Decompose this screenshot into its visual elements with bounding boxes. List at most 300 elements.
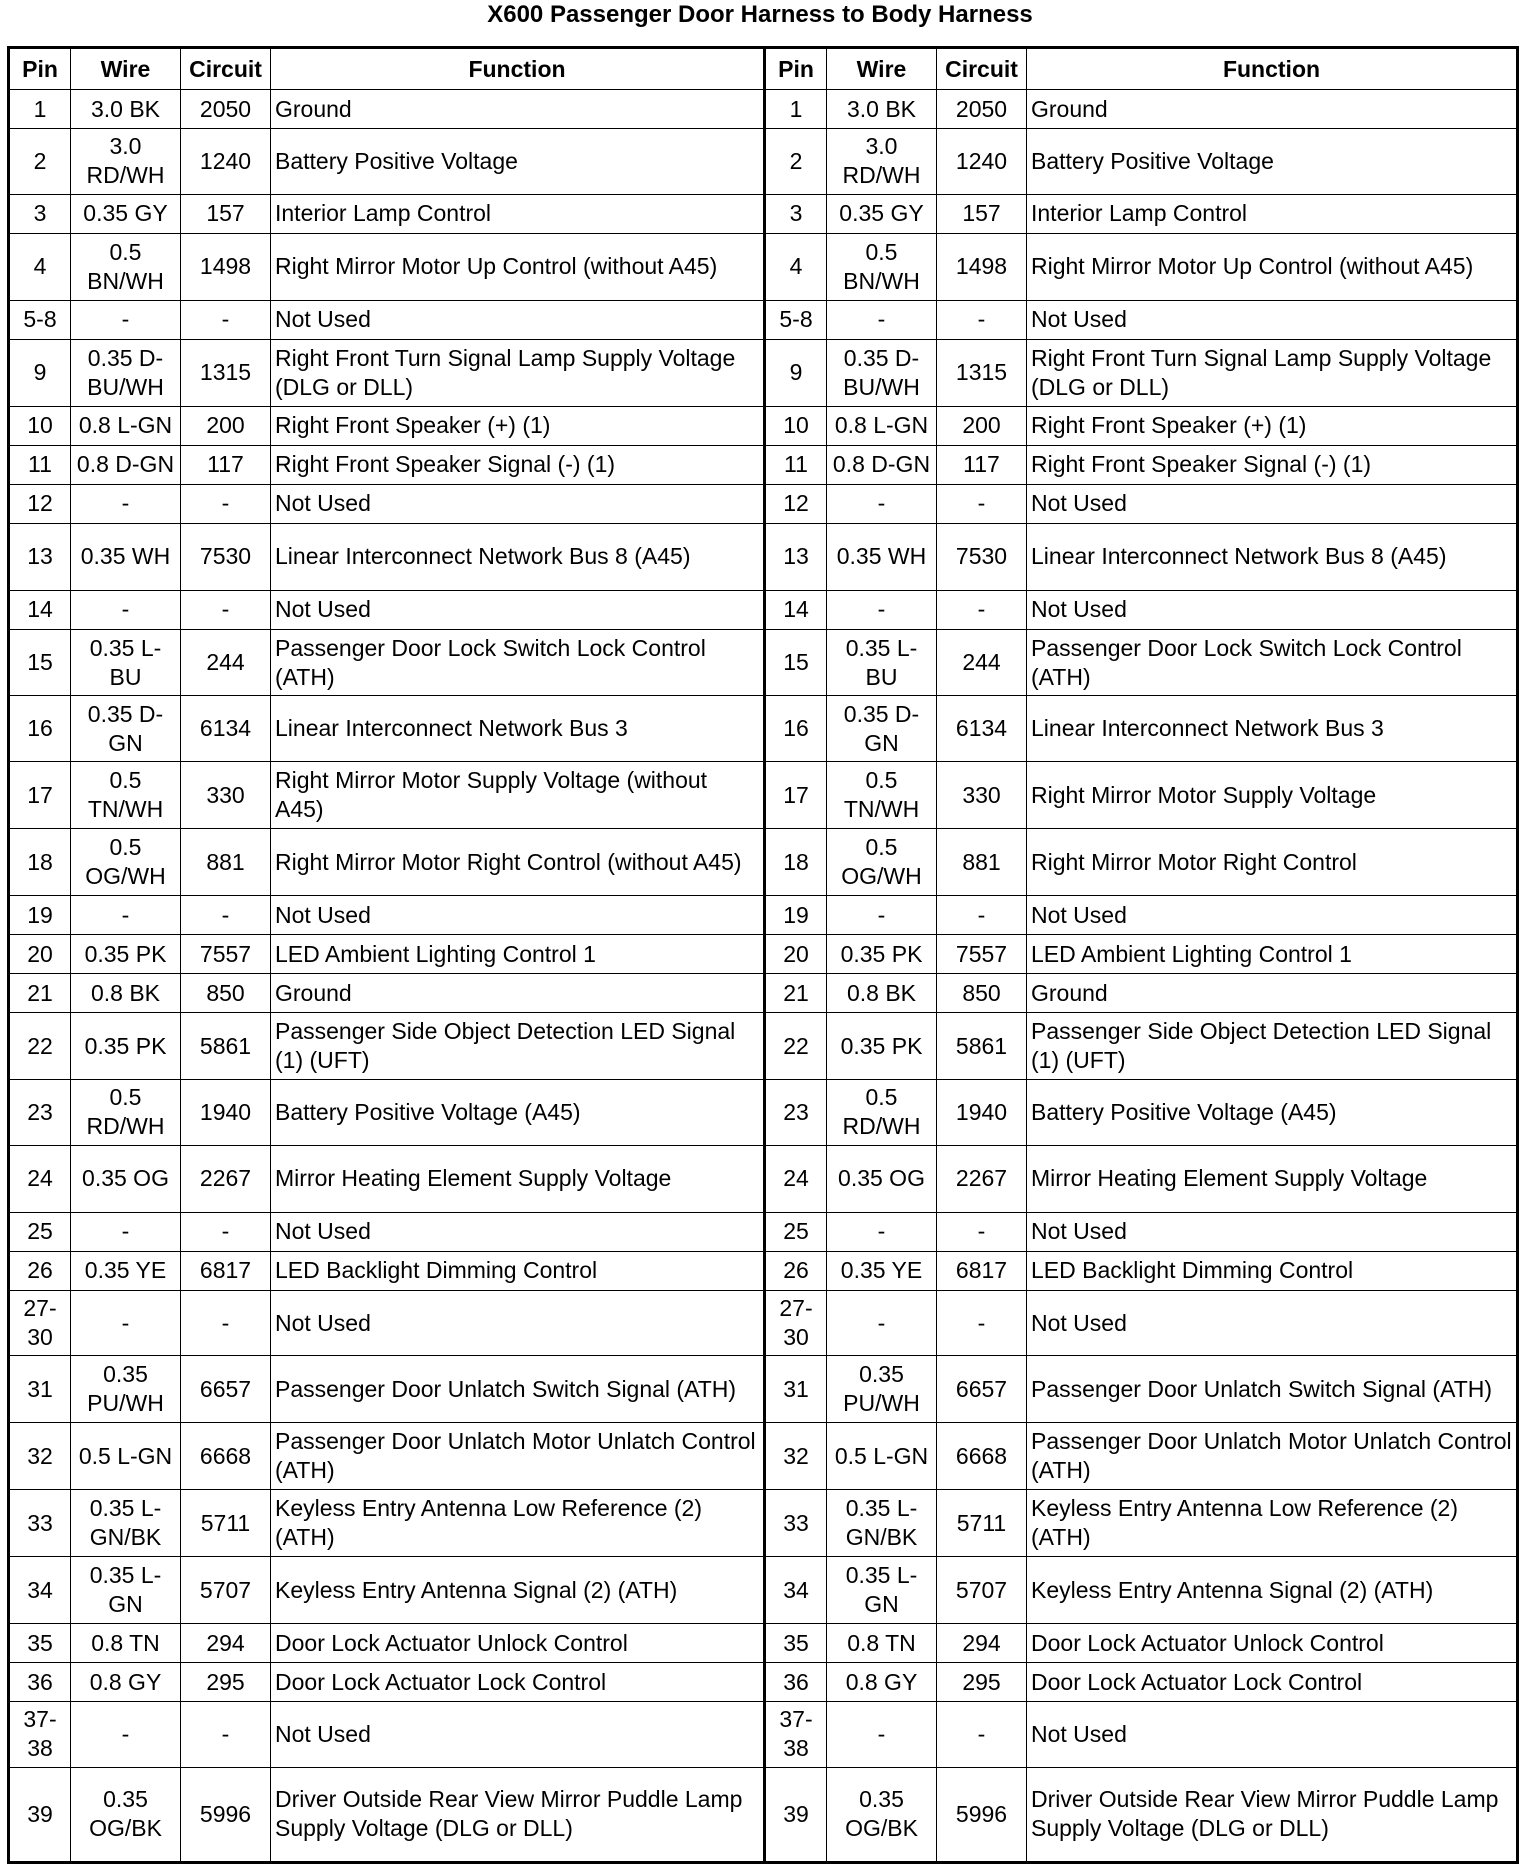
cell-wire: - bbox=[827, 484, 937, 523]
cell-function: Passenger Side Object Detection LED Signal (1) (UFT) bbox=[1027, 1013, 1518, 1080]
cell-function: Right Front Speaker (+) (1) bbox=[1027, 406, 1518, 445]
cell-function: Battery Positive Voltage (A45) bbox=[271, 1079, 765, 1145]
cell-function: Door Lock Actuator Unlock Control bbox=[1027, 1624, 1518, 1663]
table-row bbox=[9, 1290, 1518, 1356]
cell-pin: 1 bbox=[9, 90, 71, 129]
cell-function: Battery Positive Voltage (A45) bbox=[1027, 1079, 1518, 1145]
column-header-pin: Pin bbox=[765, 48, 827, 90]
cell-wire: - bbox=[71, 484, 181, 523]
cell-wire: 0.35 PU/WH bbox=[827, 1356, 937, 1423]
column-header-pin: Pin bbox=[9, 48, 71, 90]
table-row bbox=[9, 1251, 1518, 1290]
cell-circuit: 200 bbox=[181, 406, 271, 445]
cell-pin: 34 bbox=[9, 1557, 71, 1624]
cell-wire: 0.5 BN/WH bbox=[71, 233, 181, 300]
cell-circuit: 2267 bbox=[937, 1145, 1027, 1212]
table-row bbox=[9, 974, 1518, 1013]
cell-wire: 0.35 D-BU/WH bbox=[71, 339, 181, 406]
table-row bbox=[9, 484, 1518, 523]
cell-function: Keyless Entry Antenna Signal (2) (ATH) bbox=[1027, 1557, 1518, 1624]
cell-function: Passenger Door Lock Switch Lock Control (ATH) bbox=[271, 629, 765, 696]
cell-function: Mirror Heating Element Supply Voltage bbox=[1027, 1145, 1518, 1212]
cell-function: Not Used bbox=[1027, 300, 1518, 339]
cell-circuit: 5861 bbox=[937, 1013, 1027, 1080]
cell-pin: 24 bbox=[9, 1145, 71, 1212]
cell-function: LED Backlight Dimming Control bbox=[1027, 1251, 1518, 1290]
cell-circuit: - bbox=[181, 1212, 271, 1251]
cell-wire: 0.35 D-GN bbox=[71, 696, 181, 762]
table-row bbox=[9, 629, 1518, 696]
cell-function: Keyless Entry Antenna Low Reference (2) (ATH) bbox=[1027, 1490, 1518, 1557]
cell-wire: 0.35 WH bbox=[827, 523, 937, 590]
cell-function: Linear Interconnect Network Bus 3 bbox=[1027, 696, 1518, 762]
cell-circuit: 2050 bbox=[937, 90, 1027, 129]
cell-wire: 0.8 GY bbox=[827, 1663, 937, 1702]
cell-function: Driver Outside Rear View Mirror Puddle Lamp Supply Voltage (DLG or DLL) bbox=[1027, 1767, 1518, 1862]
cell-pin: 17 bbox=[765, 762, 827, 829]
cell-circuit: 1240 bbox=[937, 129, 1027, 195]
cell-wire: - bbox=[71, 896, 181, 935]
cell-circuit: 295 bbox=[937, 1663, 1027, 1702]
cell-circuit: 881 bbox=[181, 829, 271, 896]
cell-circuit: 6817 bbox=[937, 1251, 1027, 1290]
cell-pin: 2 bbox=[9, 129, 71, 195]
cell-circuit: 5996 bbox=[181, 1767, 271, 1862]
cell-circuit: 6817 bbox=[181, 1251, 271, 1290]
cell-function: Not Used bbox=[271, 1702, 765, 1768]
cell-function: Door Lock Actuator Lock Control bbox=[1027, 1663, 1518, 1702]
table-row bbox=[9, 1079, 1518, 1145]
cell-pin: 1 bbox=[765, 90, 827, 129]
cell-pin: 39 bbox=[9, 1767, 71, 1862]
cell-wire: 0.5 TN/WH bbox=[827, 762, 937, 829]
cell-pin: 15 bbox=[765, 629, 827, 696]
cell-pin: 13 bbox=[765, 523, 827, 590]
cell-circuit: 330 bbox=[181, 762, 271, 829]
cell-circuit: 1498 bbox=[181, 233, 271, 300]
cell-pin: 19 bbox=[9, 896, 71, 935]
table-row bbox=[9, 1145, 1518, 1212]
cell-function: Ground bbox=[1027, 90, 1518, 129]
cell-wire: 0.35 L-BU bbox=[71, 629, 181, 696]
cell-function: Not Used bbox=[1027, 1212, 1518, 1251]
table-row bbox=[9, 829, 1518, 896]
cell-pin: 31 bbox=[765, 1356, 827, 1423]
cell-circuit: 1498 bbox=[937, 233, 1027, 300]
cell-pin: 9 bbox=[765, 339, 827, 406]
cell-wire: 0.8 GY bbox=[71, 1663, 181, 1702]
cell-function: Passenger Door Unlatch Motor Unlatch Control (ATH) bbox=[1027, 1423, 1518, 1490]
cell-wire: - bbox=[827, 300, 937, 339]
cell-pin: 11 bbox=[765, 445, 827, 484]
cell-function: Door Lock Actuator Lock Control bbox=[271, 1663, 765, 1702]
table-row bbox=[9, 696, 1518, 762]
cell-wire: - bbox=[71, 1290, 181, 1356]
cell-wire: - bbox=[71, 300, 181, 339]
cell-wire: 0.35 L-GN bbox=[827, 1557, 937, 1624]
cell-circuit: - bbox=[937, 1702, 1027, 1768]
cell-pin: 12 bbox=[9, 484, 71, 523]
cell-function: Keyless Entry Antenna Low Reference (2) (ATH) bbox=[271, 1490, 765, 1557]
cell-wire: 0.5 RD/WH bbox=[71, 1079, 181, 1145]
cell-wire: 0.35 YE bbox=[827, 1251, 937, 1290]
cell-circuit: 2050 bbox=[181, 90, 271, 129]
cell-pin: 13 bbox=[9, 523, 71, 590]
cell-pin: 34 bbox=[765, 1557, 827, 1624]
cell-wire: 0.35 D-GN bbox=[827, 696, 937, 762]
cell-circuit: 1315 bbox=[937, 339, 1027, 406]
cell-pin: 3 bbox=[765, 194, 827, 233]
column-header-circuit: Circuit bbox=[937, 48, 1027, 90]
cell-function: Not Used bbox=[1027, 1702, 1518, 1768]
cell-function: Ground bbox=[1027, 974, 1518, 1013]
cell-circuit: 5861 bbox=[181, 1013, 271, 1080]
cell-pin: 32 bbox=[765, 1423, 827, 1490]
cell-pin: 39 bbox=[765, 1767, 827, 1862]
cell-wire: 0.8 TN bbox=[827, 1624, 937, 1663]
table-row bbox=[9, 129, 1518, 195]
cell-function: Right Front Speaker (+) (1) bbox=[271, 406, 765, 445]
cell-circuit: 5996 bbox=[937, 1767, 1027, 1862]
cell-function: Right Front Turn Signal Lamp Supply Voltage (DLG or DLL) bbox=[1027, 339, 1518, 406]
cell-circuit: - bbox=[937, 1212, 1027, 1251]
cell-function: Right Mirror Motor Supply Voltage bbox=[1027, 762, 1518, 829]
cell-function: Not Used bbox=[271, 1290, 765, 1356]
column-header-wire: Wire bbox=[71, 48, 181, 90]
cell-pin: 26 bbox=[765, 1251, 827, 1290]
cell-pin: 9 bbox=[9, 339, 71, 406]
cell-pin: 14 bbox=[765, 590, 827, 629]
cell-wire: 0.35 PK bbox=[71, 935, 181, 974]
table-row bbox=[9, 1013, 1518, 1080]
cell-pin: 23 bbox=[765, 1079, 827, 1145]
table-row bbox=[9, 406, 1518, 445]
cell-wire: 3.0 BK bbox=[71, 90, 181, 129]
cell-pin: 18 bbox=[765, 829, 827, 896]
cell-wire: - bbox=[71, 1212, 181, 1251]
cell-pin: 25 bbox=[765, 1212, 827, 1251]
cell-circuit: 2267 bbox=[181, 1145, 271, 1212]
cell-function: Interior Lamp Control bbox=[1027, 194, 1518, 233]
cell-pin: 22 bbox=[9, 1013, 71, 1080]
cell-wire: 0.35 WH bbox=[71, 523, 181, 590]
cell-function: Not Used bbox=[1027, 896, 1518, 935]
cell-pin: 3 bbox=[9, 194, 71, 233]
cell-circuit: - bbox=[181, 896, 271, 935]
cell-wire: 0.5 L-GN bbox=[827, 1423, 937, 1490]
column-header-wire: Wire bbox=[827, 48, 937, 90]
connector-pinout-table bbox=[7, 46, 1519, 1864]
cell-circuit: 1940 bbox=[181, 1079, 271, 1145]
cell-wire: 3.0 BK bbox=[827, 90, 937, 129]
cell-circuit: 295 bbox=[181, 1663, 271, 1702]
cell-circuit: 157 bbox=[181, 194, 271, 233]
cell-function: Driver Outside Rear View Mirror Puddle Lamp Supply Voltage (DLG or DLL) bbox=[271, 1767, 765, 1862]
cell-function: Right Front Turn Signal Lamp Supply Voltage (DLG or DLL) bbox=[271, 339, 765, 406]
cell-function: Linear Interconnect Network Bus 8 (A45) bbox=[271, 523, 765, 590]
cell-pin: 11 bbox=[9, 445, 71, 484]
column-header-function: Function bbox=[271, 48, 765, 90]
cell-wire: 0.8 BK bbox=[827, 974, 937, 1013]
cell-function: Right Mirror Motor Right Control bbox=[1027, 829, 1518, 896]
cell-circuit: 244 bbox=[937, 629, 1027, 696]
cell-function: Passenger Door Unlatch Switch Signal (ATH) bbox=[271, 1356, 765, 1423]
table-row bbox=[9, 1663, 1518, 1702]
cell-pin: 27-30 bbox=[765, 1290, 827, 1356]
table-row bbox=[9, 896, 1518, 935]
cell-wire: 0.5 OG/WH bbox=[71, 829, 181, 896]
cell-circuit: - bbox=[937, 484, 1027, 523]
cell-circuit: - bbox=[181, 1702, 271, 1768]
cell-circuit: 6134 bbox=[937, 696, 1027, 762]
cell-pin: 33 bbox=[9, 1490, 71, 1557]
cell-circuit: 1315 bbox=[181, 339, 271, 406]
cell-circuit: 330 bbox=[937, 762, 1027, 829]
cell-wire: 0.35 L-GN/BK bbox=[71, 1490, 181, 1557]
cell-circuit: 6657 bbox=[181, 1356, 271, 1423]
cell-wire: 0.5 TN/WH bbox=[71, 762, 181, 829]
cell-wire: 0.8 BK bbox=[71, 974, 181, 1013]
cell-function: Battery Positive Voltage bbox=[1027, 129, 1518, 195]
cell-circuit: - bbox=[937, 300, 1027, 339]
cell-function: Not Used bbox=[1027, 590, 1518, 629]
cell-pin: 19 bbox=[765, 896, 827, 935]
table-row bbox=[9, 233, 1518, 300]
cell-wire: 0.8 L-GN bbox=[71, 406, 181, 445]
cell-wire: - bbox=[71, 590, 181, 629]
cell-function: Right Front Speaker Signal (-) (1) bbox=[1027, 445, 1518, 484]
cell-function: Interior Lamp Control bbox=[271, 194, 765, 233]
cell-wire: - bbox=[827, 590, 937, 629]
table-row bbox=[9, 1702, 1518, 1768]
cell-wire: - bbox=[827, 1290, 937, 1356]
cell-circuit: 7557 bbox=[181, 935, 271, 974]
cell-pin: 35 bbox=[9, 1624, 71, 1663]
cell-pin: 36 bbox=[765, 1663, 827, 1702]
cell-wire: - bbox=[827, 1212, 937, 1251]
cell-function: Ground bbox=[271, 90, 765, 129]
cell-pin: 35 bbox=[765, 1624, 827, 1663]
table-row bbox=[9, 90, 1518, 129]
cell-pin: 32 bbox=[9, 1423, 71, 1490]
cell-wire: 0.8 D-GN bbox=[71, 445, 181, 484]
cell-circuit: 850 bbox=[937, 974, 1027, 1013]
cell-function: Not Used bbox=[271, 484, 765, 523]
table-row bbox=[9, 339, 1518, 406]
cell-function: Not Used bbox=[1027, 484, 1518, 523]
cell-pin: 22 bbox=[765, 1013, 827, 1080]
cell-circuit: 7557 bbox=[937, 935, 1027, 974]
table-row bbox=[9, 1356, 1518, 1423]
cell-function: Not Used bbox=[271, 1212, 765, 1251]
cell-function: LED Backlight Dimming Control bbox=[271, 1251, 765, 1290]
cell-pin: 36 bbox=[9, 1663, 71, 1702]
cell-circuit: 5711 bbox=[181, 1490, 271, 1557]
cell-function: LED Ambient Lighting Control 1 bbox=[271, 935, 765, 974]
table-row bbox=[9, 445, 1518, 484]
cell-wire: 0.35 OG/BK bbox=[827, 1767, 937, 1862]
cell-function: Not Used bbox=[271, 896, 765, 935]
cell-pin: 5-8 bbox=[9, 300, 71, 339]
table-row bbox=[9, 1557, 1518, 1624]
cell-wire: 0.35 GY bbox=[827, 194, 937, 233]
cell-function: Passenger Side Object Detection LED Signal (1) (UFT) bbox=[271, 1013, 765, 1080]
cell-wire: 0.5 OG/WH bbox=[827, 829, 937, 896]
cell-function: Linear Interconnect Network Bus 8 (A45) bbox=[1027, 523, 1518, 590]
cell-pin: 4 bbox=[9, 233, 71, 300]
cell-pin: 16 bbox=[9, 696, 71, 762]
cell-circuit: 881 bbox=[937, 829, 1027, 896]
table-row bbox=[9, 1624, 1518, 1663]
cell-wire: - bbox=[71, 1702, 181, 1768]
cell-circuit: - bbox=[181, 484, 271, 523]
cell-function: Keyless Entry Antenna Signal (2) (ATH) bbox=[271, 1557, 765, 1624]
cell-wire: 0.5 BN/WH bbox=[827, 233, 937, 300]
cell-wire: 0.5 L-GN bbox=[71, 1423, 181, 1490]
cell-wire: 0.35 PU/WH bbox=[71, 1356, 181, 1423]
table-row bbox=[9, 1423, 1518, 1490]
cell-circuit: - bbox=[181, 300, 271, 339]
cell-circuit: 5707 bbox=[937, 1557, 1027, 1624]
cell-function: Door Lock Actuator Unlock Control bbox=[271, 1624, 765, 1663]
cell-pin: 25 bbox=[9, 1212, 71, 1251]
cell-wire: 3.0 RD/WH bbox=[827, 129, 937, 195]
table-row bbox=[9, 1212, 1518, 1251]
cell-function: Right Mirror Motor Up Control (without A45) bbox=[1027, 233, 1518, 300]
cell-pin: 5-8 bbox=[765, 300, 827, 339]
cell-circuit: 5707 bbox=[181, 1557, 271, 1624]
cell-pin: 20 bbox=[9, 935, 71, 974]
cell-circuit: 6657 bbox=[937, 1356, 1027, 1423]
cell-function: Right Mirror Motor Right Control (without A45) bbox=[271, 829, 765, 896]
cell-circuit: 1940 bbox=[937, 1079, 1027, 1145]
cell-circuit: 7530 bbox=[937, 523, 1027, 590]
cell-wire: 0.5 RD/WH bbox=[827, 1079, 937, 1145]
cell-function: Ground bbox=[271, 974, 765, 1013]
cell-pin: 31 bbox=[9, 1356, 71, 1423]
cell-wire: 0.35 PK bbox=[827, 1013, 937, 1080]
cell-circuit: 200 bbox=[937, 406, 1027, 445]
cell-wire: 0.8 TN bbox=[71, 1624, 181, 1663]
cell-circuit: - bbox=[937, 590, 1027, 629]
cell-wire: 0.8 L-GN bbox=[827, 406, 937, 445]
cell-circuit: 117 bbox=[937, 445, 1027, 484]
cell-wire: 3.0 RD/WH bbox=[71, 129, 181, 195]
cell-function: Passenger Door Unlatch Motor Unlatch Control (ATH) bbox=[271, 1423, 765, 1490]
cell-function: Passenger Door Lock Switch Lock Control (ATH) bbox=[1027, 629, 1518, 696]
cell-function: Passenger Door Unlatch Switch Signal (ATH) bbox=[1027, 1356, 1518, 1423]
cell-pin: 15 bbox=[9, 629, 71, 696]
cell-wire: 0.35 L-GN/BK bbox=[827, 1490, 937, 1557]
cell-pin: 18 bbox=[9, 829, 71, 896]
cell-function: Not Used bbox=[271, 300, 765, 339]
table-body bbox=[9, 90, 1518, 1863]
cell-wire: - bbox=[827, 1702, 937, 1768]
cell-function: Mirror Heating Element Supply Voltage bbox=[271, 1145, 765, 1212]
cell-pin: 10 bbox=[9, 406, 71, 445]
cell-wire: 0.35 PK bbox=[827, 935, 937, 974]
cell-circuit: 294 bbox=[937, 1624, 1027, 1663]
cell-pin: 37-38 bbox=[9, 1702, 71, 1768]
cell-function: Linear Interconnect Network Bus 3 bbox=[271, 696, 765, 762]
cell-function: Right Front Speaker Signal (-) (1) bbox=[271, 445, 765, 484]
cell-pin: 14 bbox=[9, 590, 71, 629]
cell-circuit: 6134 bbox=[181, 696, 271, 762]
cell-circuit: 1240 bbox=[181, 129, 271, 195]
table-row bbox=[9, 762, 1518, 829]
cell-pin: 10 bbox=[765, 406, 827, 445]
cell-pin: 2 bbox=[765, 129, 827, 195]
column-header-circuit: Circuit bbox=[181, 48, 271, 90]
cell-circuit: 5711 bbox=[937, 1490, 1027, 1557]
cell-circuit: - bbox=[937, 896, 1027, 935]
table-row bbox=[9, 1767, 1518, 1862]
cell-circuit: 294 bbox=[181, 1624, 271, 1663]
column-header-function: Function bbox=[1027, 48, 1518, 90]
cell-pin: 17 bbox=[9, 762, 71, 829]
cell-pin: 21 bbox=[9, 974, 71, 1013]
cell-wire: 0.35 L-BU bbox=[827, 629, 937, 696]
table-header-row bbox=[9, 48, 1518, 90]
cell-pin: 20 bbox=[765, 935, 827, 974]
cell-wire: 0.35 D-BU/WH bbox=[827, 339, 937, 406]
cell-function: Right Mirror Motor Up Control (without A45) bbox=[271, 233, 765, 300]
cell-pin: 12 bbox=[765, 484, 827, 523]
page-title: X600 Passenger Door Harness to Body Harness bbox=[487, 1, 1033, 28]
table-row bbox=[9, 523, 1518, 590]
cell-pin: 37-38 bbox=[765, 1702, 827, 1768]
cell-function: LED Ambient Lighting Control 1 bbox=[1027, 935, 1518, 974]
cell-function: Not Used bbox=[1027, 1290, 1518, 1356]
cell-pin: 33 bbox=[765, 1490, 827, 1557]
cell-circuit: 6668 bbox=[181, 1423, 271, 1490]
cell-circuit: - bbox=[181, 590, 271, 629]
cell-wire: 0.35 OG/BK bbox=[71, 1767, 181, 1862]
cell-circuit: 117 bbox=[181, 445, 271, 484]
cell-pin: 27-30 bbox=[9, 1290, 71, 1356]
cell-wire: 0.35 PK bbox=[71, 1013, 181, 1080]
cell-wire: - bbox=[827, 896, 937, 935]
cell-function: Not Used bbox=[271, 590, 765, 629]
cell-wire: 0.35 YE bbox=[71, 1251, 181, 1290]
cell-wire: 0.35 OG bbox=[827, 1145, 937, 1212]
table-row bbox=[9, 1490, 1518, 1557]
cell-function: Battery Positive Voltage bbox=[271, 129, 765, 195]
cell-wire: 0.8 D-GN bbox=[827, 445, 937, 484]
cell-wire: 0.35 GY bbox=[71, 194, 181, 233]
cell-wire: 0.35 OG bbox=[71, 1145, 181, 1212]
cell-circuit: 244 bbox=[181, 629, 271, 696]
table-row bbox=[9, 194, 1518, 233]
cell-circuit: 157 bbox=[937, 194, 1027, 233]
cell-pin: 24 bbox=[765, 1145, 827, 1212]
cell-pin: 26 bbox=[9, 1251, 71, 1290]
cell-wire: 0.35 L-GN bbox=[71, 1557, 181, 1624]
cell-circuit: - bbox=[181, 1290, 271, 1356]
cell-circuit: 7530 bbox=[181, 523, 271, 590]
table-row bbox=[9, 935, 1518, 974]
table-row bbox=[9, 300, 1518, 339]
cell-circuit: 850 bbox=[181, 974, 271, 1013]
cell-function: Right Mirror Motor Supply Voltage (without A45) bbox=[271, 762, 765, 829]
cell-circuit: 6668 bbox=[937, 1423, 1027, 1490]
table-row bbox=[9, 590, 1518, 629]
cell-pin: 16 bbox=[765, 696, 827, 762]
cell-pin: 4 bbox=[765, 233, 827, 300]
cell-circuit: - bbox=[937, 1290, 1027, 1356]
cell-pin: 23 bbox=[9, 1079, 71, 1145]
cell-pin: 21 bbox=[765, 974, 827, 1013]
